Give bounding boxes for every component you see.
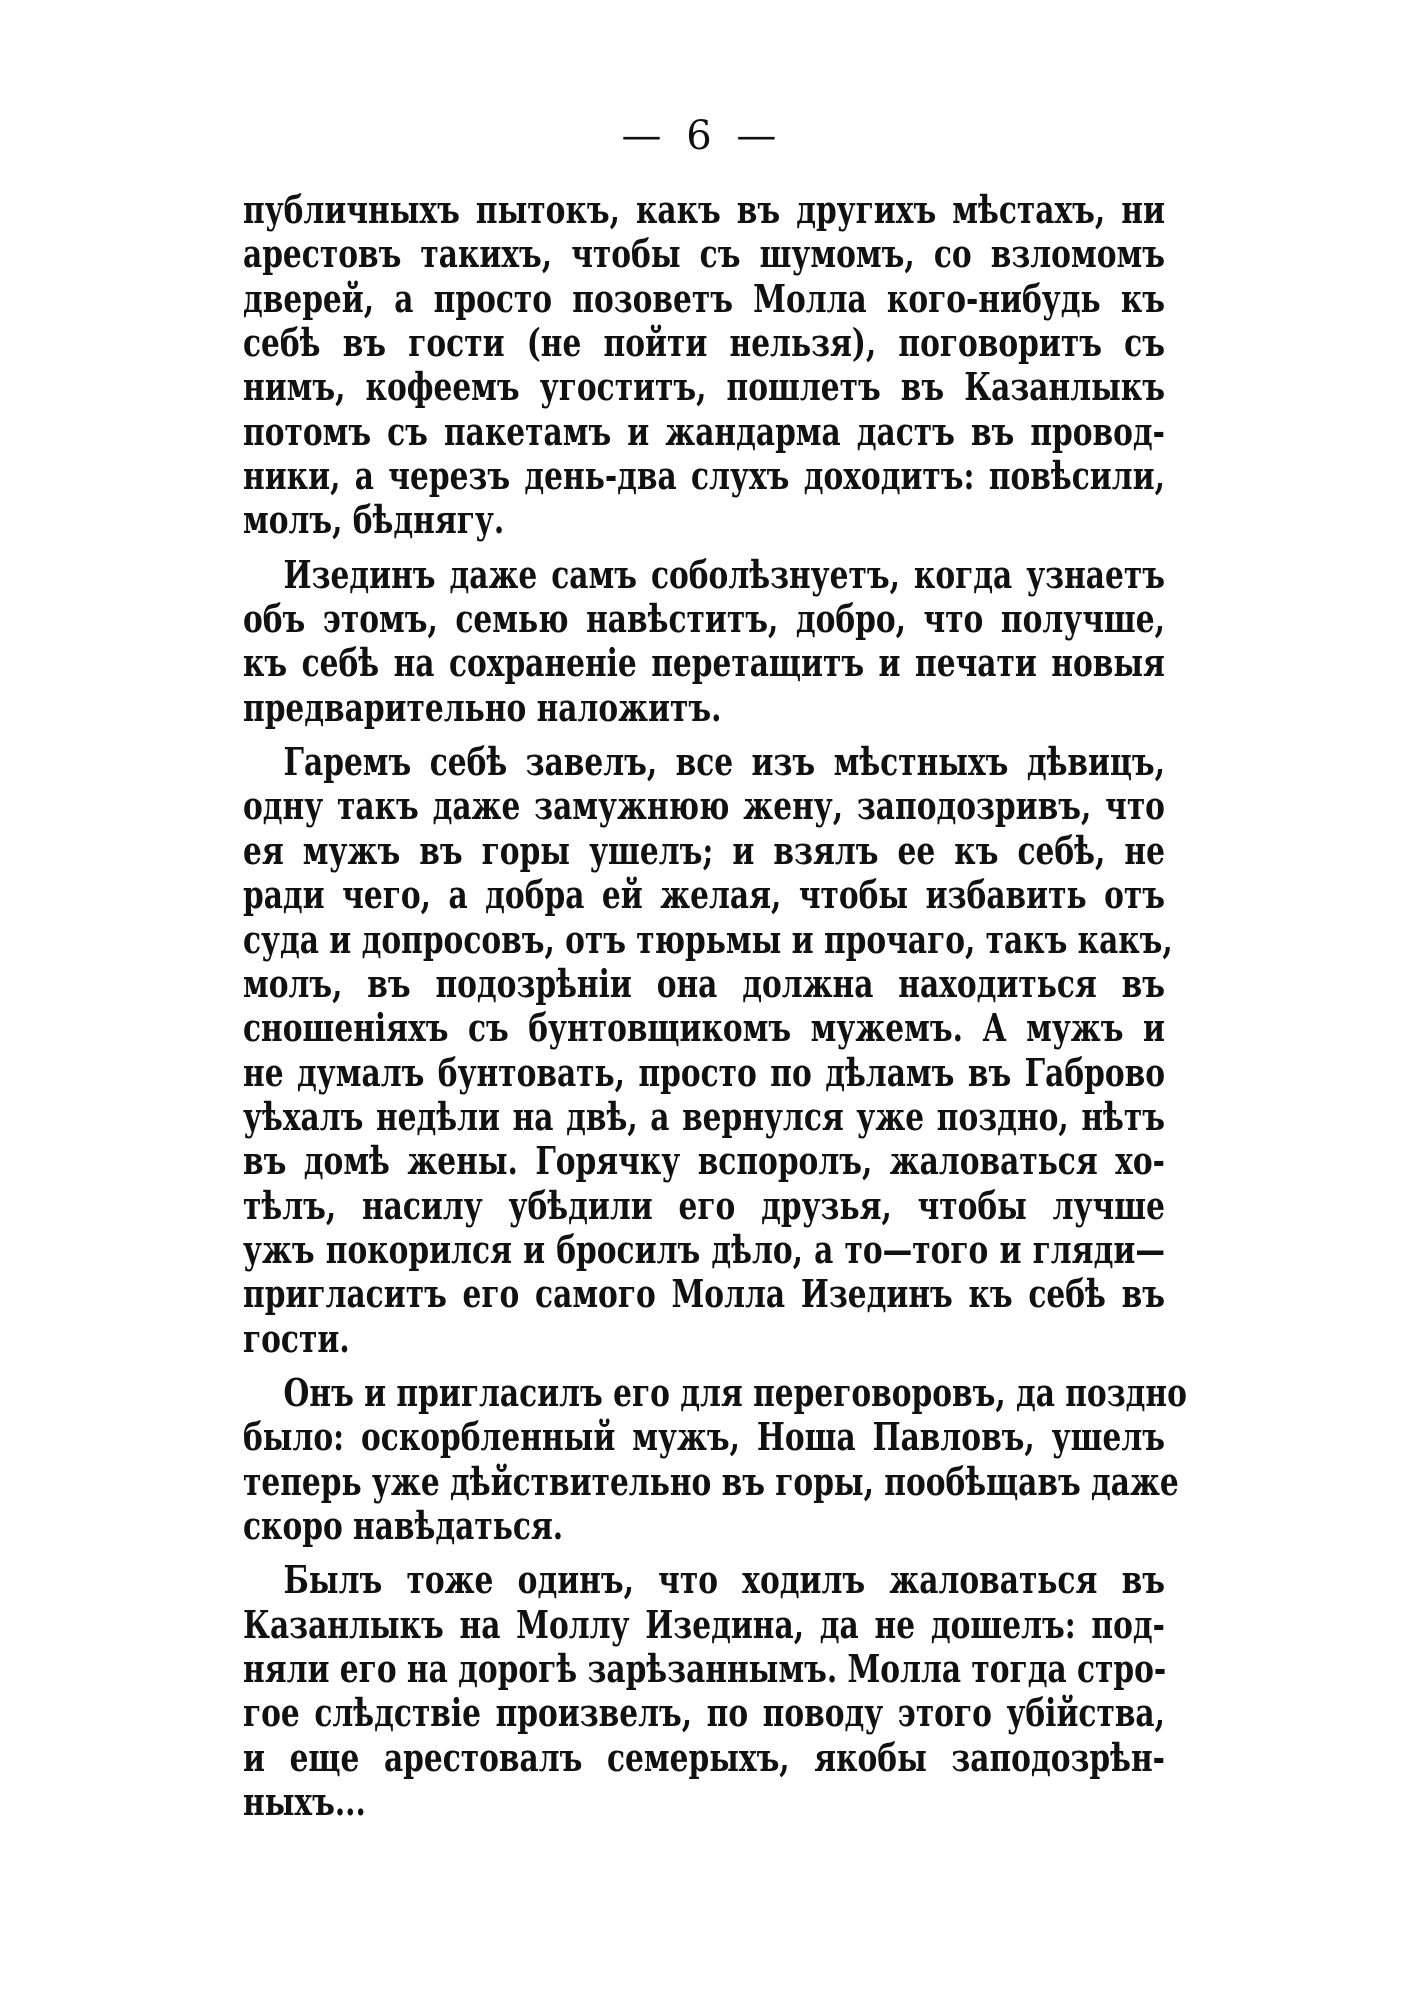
text-line: уѣхалъ недѣли на двѣ, а вернулся уже поздно, нѣтъ	[243, 1093, 1165, 1139]
body-text	[243, 187, 1187, 1825]
text-line: было: оскорбленный мужъ, Ноша Павловъ, ушелъ	[243, 1414, 1165, 1460]
text-line: ради чего, а добра ей желая, чтобы избавить отъ	[243, 872, 1165, 918]
text-line: одну такъ даже замужнюю жену, заподозривъ, что	[243, 783, 1165, 829]
text-line: теперь уже дѣйствительно въ горы, пообѣщавъ даже	[243, 1458, 1179, 1504]
text-line: скоро навѣдаться.	[243, 1502, 564, 1548]
text-line: пригласитъ его самого Молла Изединъ къ себѣ въ	[243, 1271, 1165, 1317]
paragraph	[243, 1369, 1187, 1548]
paragraph	[243, 188, 1165, 543]
text-line: въ домѣ жены. Горячку вспоролъ, жаловаться хо-	[243, 1138, 1165, 1184]
text-line: Гаремъ себѣ завелъ, все изъ мѣстныхъ дѣвицъ,	[283, 739, 1165, 785]
text-line: гое слѣдствіе произвелъ, по поводу этого убійства,	[243, 1690, 1165, 1736]
text-line: къ себѣ на сохраненіе перетащитъ и печати новыя	[243, 640, 1165, 686]
text-line: предварительно наложитъ.	[243, 684, 722, 730]
page-number: — 6 —	[621, 113, 783, 159]
text-line: не думалъ бунтовать, просто по дѣламъ въ Габрово	[243, 1049, 1165, 1095]
text-line: сношеніяхъ съ бунтовщикомъ мужемъ. А мужъ и	[243, 1005, 1165, 1051]
text-line: Изединъ даже самъ соболѣзнуетъ, когда узнаетъ	[283, 551, 1165, 597]
text-line: себѣ въ гости (не пойти нельзя), поговоритъ съ	[243, 320, 1165, 366]
text-line: тѣлъ, насилу убѣдили его друзья, чтобы лучше	[243, 1182, 1165, 1228]
text-line: публичныхъ пытокъ, какъ въ другихъ мѣстахъ, ни	[243, 187, 1165, 232]
text-line: ныхъ...	[243, 1779, 366, 1825]
text-line: Онъ и пригласилъ его для переговоровъ, да поздно	[283, 1369, 1187, 1415]
text-line: суда и допросовъ, отъ тюрьмы и прочаго, такъ какъ,	[243, 916, 1173, 962]
paragraph	[243, 553, 1165, 730]
text-line: дверей, а просто позоветъ Молла кого-нибудь къ	[243, 275, 1165, 321]
text-line: няли его на дорогѣ зарѣзаннымъ. Молла тогда стро-	[243, 1646, 1167, 1691]
text-line: и еще арестовалъ семерыхъ, якобы заподозрѣн-	[243, 1734, 1165, 1780]
text-line: ея мужъ въ горы ушелъ; и взялъ ее къ себѣ, не	[243, 827, 1165, 873]
text-line: нимъ, кофеемъ угоститъ, пошлетъ въ Казанлыкъ	[243, 364, 1165, 410]
text-line: молъ, бѣднягу.	[243, 497, 505, 543]
text-line: объ этомъ, семью навѣститъ, добро, что получше,	[243, 596, 1165, 642]
text-line: арестовъ такихъ, чтобы съ шумомъ, со взломомъ	[243, 231, 1165, 277]
paragraph	[243, 1558, 1165, 1824]
text-line: ники, а черезъ день-два слухъ доходитъ: повѣсили,	[243, 453, 1165, 499]
paragraph	[243, 739, 1173, 1361]
text-line: гости.	[243, 1315, 350, 1361]
text-line: потомъ съ пакетамъ и жандарма дастъ въ провод-	[243, 408, 1165, 454]
text-line: Былъ тоже одинъ, что ходилъ жаловаться въ	[283, 1557, 1165, 1603]
text-line: молъ, въ подозрѣніи она должна находиться въ	[243, 960, 1165, 1006]
text-line: ужъ покорился и бросилъ дѣло, а то—того и гляди—	[243, 1226, 1165, 1272]
text-line: Казанлыкъ на Моллу Изедина, да не дошелъ: под-	[243, 1601, 1165, 1647]
